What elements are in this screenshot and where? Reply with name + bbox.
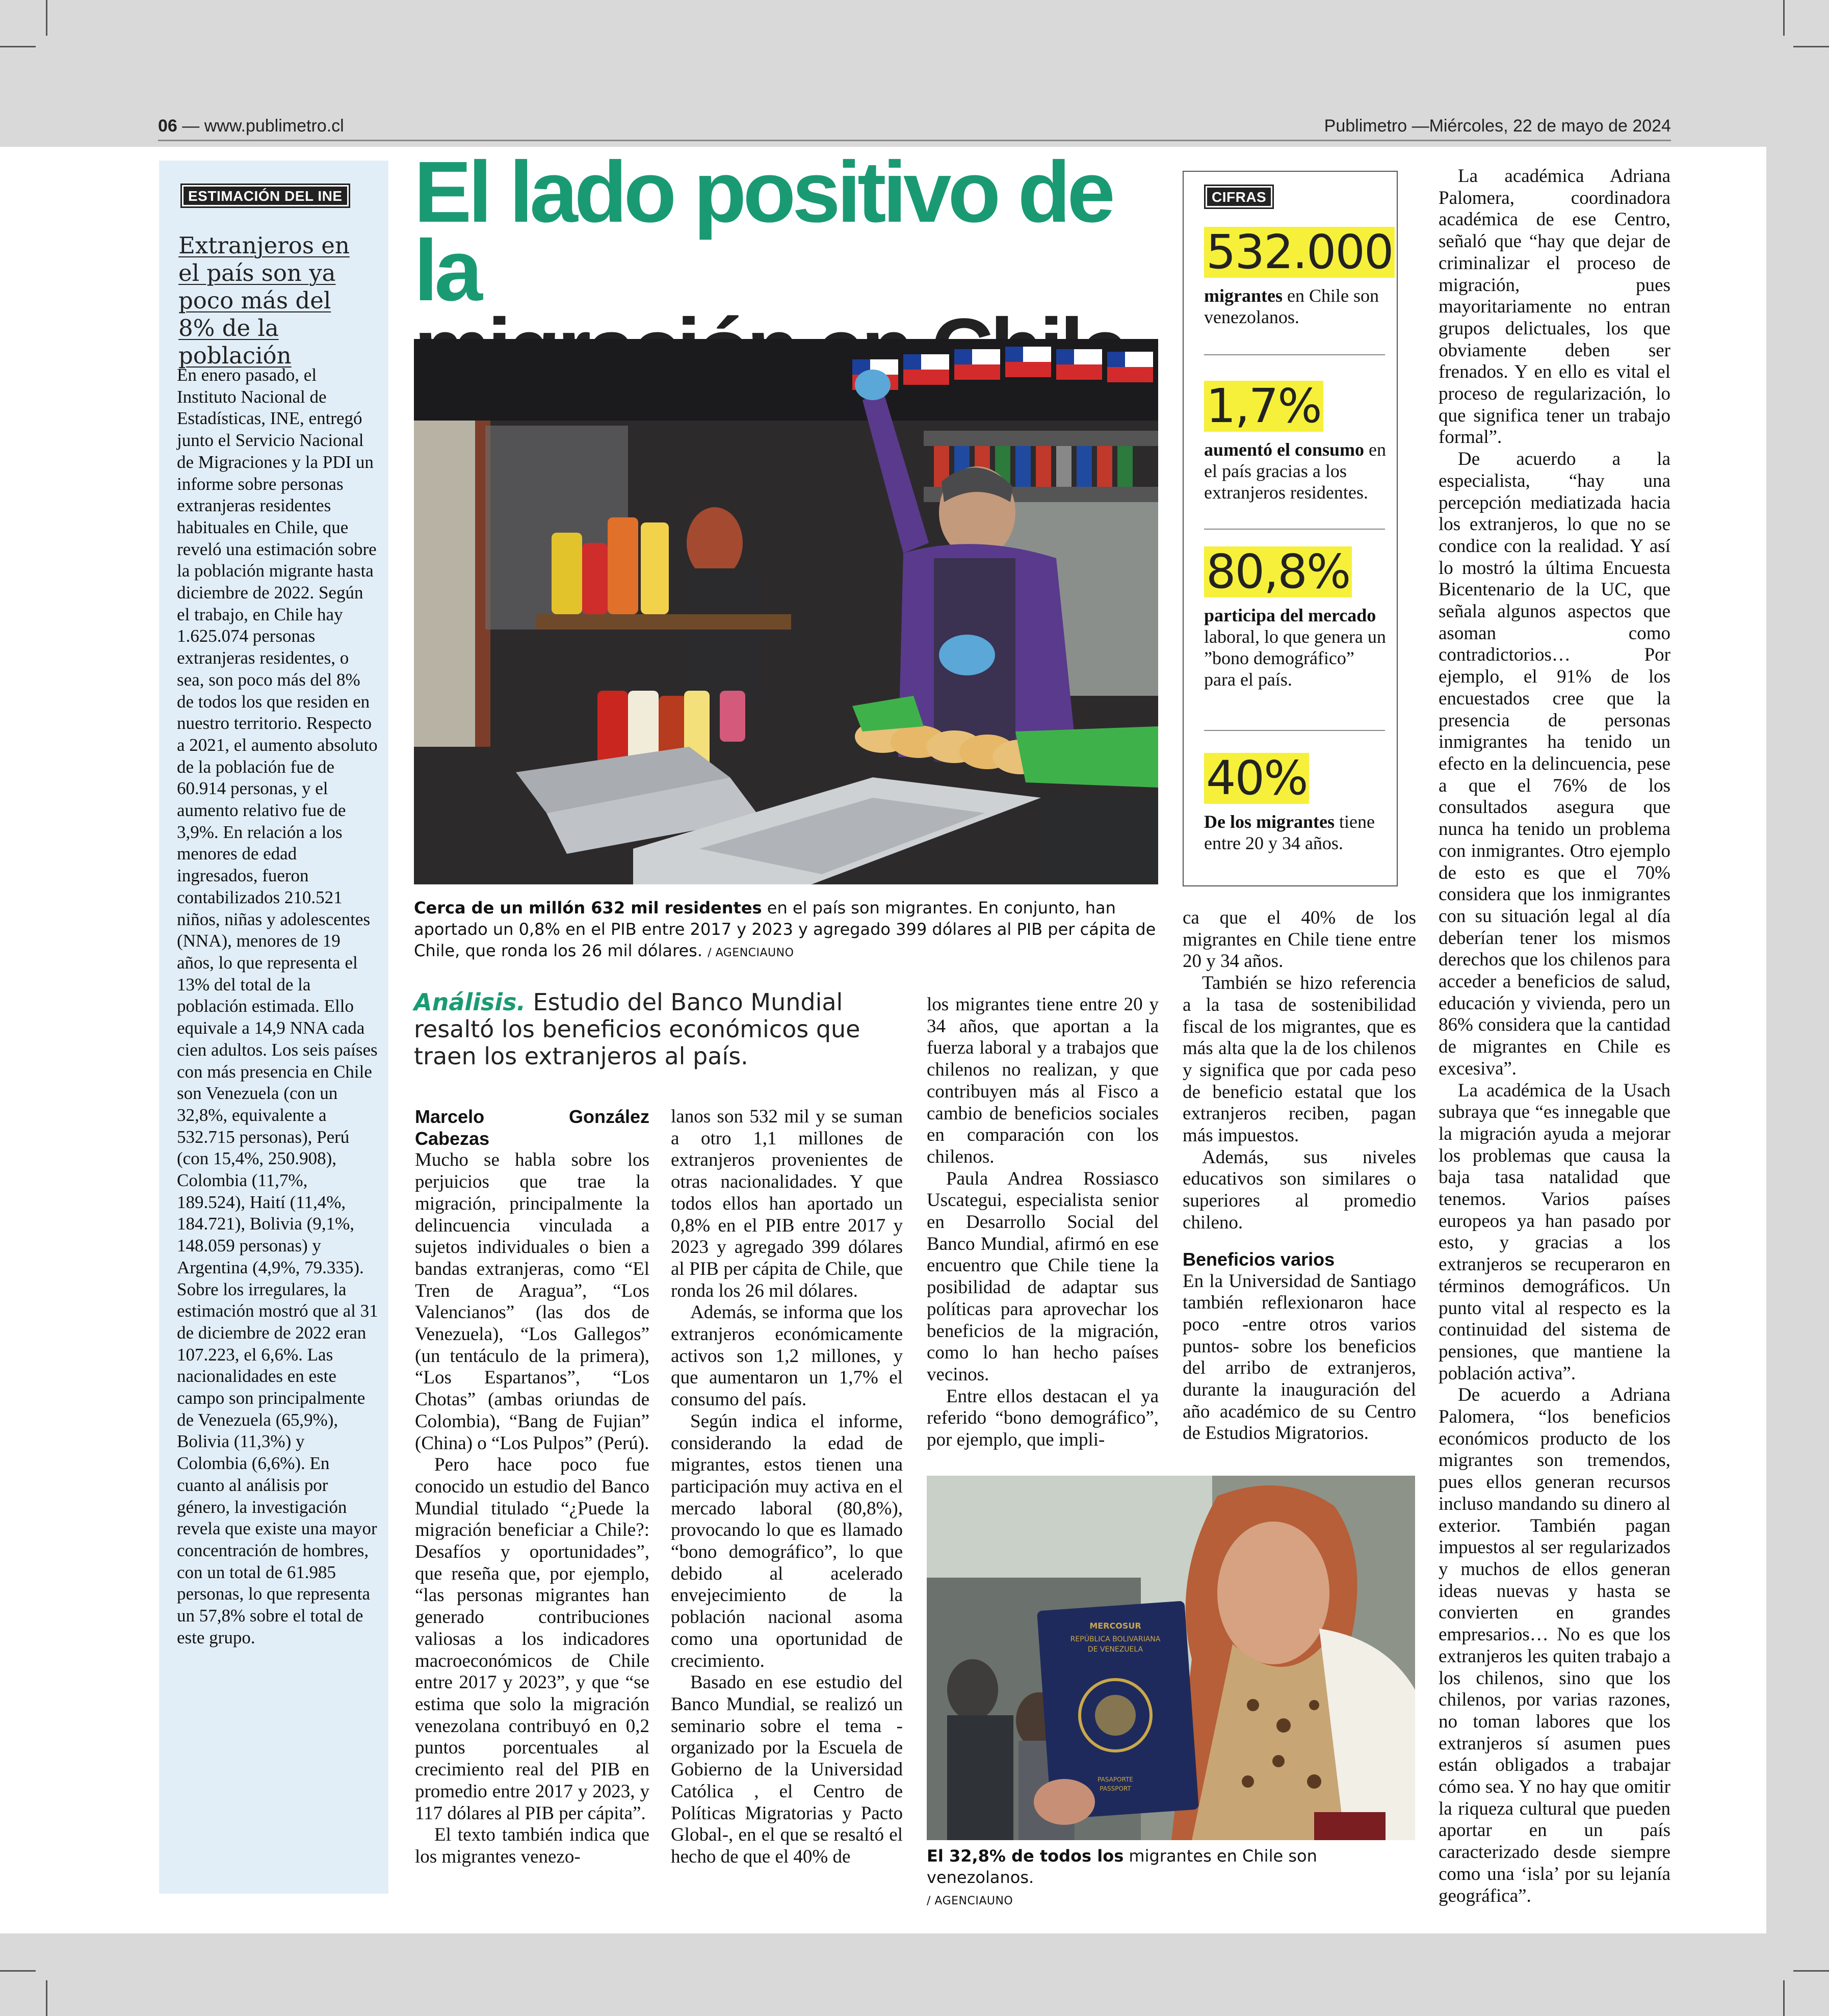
article-column-5 [1439,166,1670,1907]
sidebar-tag: ESTIMACIÓN DEL INE [180,184,350,208]
stat-description [1204,605,1388,690]
paragraph: ca que el 40% de los migrantes en Chile tiene entre 20 y 34 años. [1183,907,1416,972]
stat-item [1204,225,1393,328]
sidebar-box [159,161,388,1894]
crop-mark [0,1970,36,1972]
crop-mark [1793,46,1829,47]
sidebar-title: Extranjeros en el país son ya poco más del 8% de la población [178,232,350,369]
paragraph: En la Universidad de Santiago también reflexionaron hace poco -entre otros varios puntos- sobre los beneficios del arribo de extranjeros, durante la inauguración del año académico de su Centro de Estudios Migratorios. [1183,1270,1416,1444]
deck-label: Análisis. [414,988,526,1016]
page-header [158,116,1671,141]
website-link[interactable]: — www.publimetro.cl [182,116,344,136]
paragraph: Además, se informa que los extranjeros económicamente activos son 1,2 millones, y que aumentaron un 1,7% el consumo del país. [671,1302,903,1410]
crop-mark [1783,1980,1785,2016]
paragraph: Basado en ese estudio del Banco Mundial, se realizó un seminario sobre el tema -organizado por la Escuela de Gobierno de la Universidad Católica , el Centro de Políticas Migratorias y Pacto Global-, en el que se resaltó el hecho de que el 40% de [671,1672,903,1867]
paragraph: Pero hace poco fue conocido un estudio del Banco Mundial titulado “¿Puede la migración beneficiar a Chile?: Desafíos y oportunidades”, que reseña que, por ejemplo, “las personas migrantes han generado contribuciones valiosas a los indicadores macroeconómicos de Chile entre 2017 y 2023”, y que “se estima que solo la migración venezolana contribuyó en 0,2 puntos porcentuales al crecimiento real del PIB en promedio entre 2017 y 2023, y 117 dólares al PIB per cápita”. [415,1454,649,1824]
publication-date: Publimetro —Miércoles, 22 de mayo de 2024 [1324,116,1671,136]
subhead: Beneficios varios [1183,1248,1335,1270]
stat-description [1204,439,1388,503]
paragraph: lanos son 532 mil y se suman a otro 1,1 millones de extranjeros provenientes de otras nacionalidades. Y que todos ellos han aportado un 0,8% en el PIB entre 2017 y 2023 y agregado 399 dólares al PIB per cápita de Chile, que ronda los 26 mil dólares. [671,1106,903,1301]
stat-value: 80,8% [1204,546,1352,597]
paragraph: De acuerdo a Adriana Palomera, “los beneficios económicos producto de los migrantes son tremendos, pues ellos generan recursos incluso mandando su dinero al exterior. También pagan impuestos al ser regularizados y muchos de ellos generan ideas nuevas y hasta se convierten en grandes empresarios… No es que los extranjeros les quiten trabajo a los chilenos, sino que los chilenos, por varias razones, no toman labores que los extranjeros sí asumen pues están obligados a trabajar cómo sea. Y no hay que omitir la riqueza cultural que pueden aportar en un país caracterizado desde siempre como una ‘isla’ por su lejanía geográfica”. [1439,1384,1670,1906]
main-photo-caption [414,897,1161,964]
caption-bold: Cerca de un millón 632 mil residentes [414,898,762,918]
crop-mark [1793,1970,1829,1972]
headline-line-1: El lado positivo de la [414,144,1112,319]
cifras-box [1183,171,1398,886]
paragraph: De acuerdo a la especialista, “hay una percepción mediatizada hacia los extranjeros, lo que no se condice con la realidad. Y así lo mostró la última Encuesta Bicentenario de la UC, que señala algunos aspectos que asoman como contradictorios… Por ejemplo, el 91% de los encuestados cree que la presencia de personas inmigrantes ha tenido un efecto en la delincuencia, pese a que el 76% de los consultados asegura que nunca ha tenido un problema con inmigrantes. Otro ejemplo de esto es que el 70% considera que los inmigrantes con su situación legal al día deberían tener los mismos derechos que los chilenos para acceder a beneficios de salud, educación y vivienda, pero un 86% considera que la cantidad de migrantes en Chile es excesiva”. [1439,449,1670,1079]
stat-bold: De los migrantes [1204,811,1335,832]
stat-text: laboral, lo que genera un ”bono demográfico” para el país. [1204,626,1386,690]
paragraph: Paula Andrea Rossiasco Uscategui, especialista senior en Desarrollo Social del Banco Mundial, afirmó en ese encuentro que Chile tiene la posibilidad de adaptar sus políticas para aprovechar los beneficios de la migración, como lo han hecho países vecinos. [927,1168,1159,1385]
paragraph: Mucho se habla sobre los perjuicios que trae la migración, principalmente la delincuencia vinculada a sujetos individuales o bien a bandas extranjeras, como “El Tren de Aragua”, “Los Valencianos” (las dos de Venezuela), “Los Gallegos” (un tentáculo de la primera), “Los Espartanos”, “Los Chotas” (ambas oriundas de Colombia), “Bang de Fujian” (China) o “Los Pulpos” (Perú). [415,1149,649,1454]
divider [1204,730,1385,731]
paragraph: los migrantes tiene entre 20 y 34 años, que aportan a la fuerza laboral y a trabajos que chilenos no realizan, y que contribuyen más al Fisco a cambio de beneficios sociales en comparación con los chilenos. [927,994,1159,1167]
passport-text-venezuela: DE VENEZUELA [1087,1645,1143,1654]
page-header-left [158,116,344,136]
passport-text-pasaporte: PASAPORTE [1098,1776,1133,1783]
stat-item [1204,546,1388,690]
passport-photo-illustration [927,1476,1415,1840]
paragraph: Además, sus niveles educativos son similares o superiores al promedio chileno. [1183,1146,1416,1233]
stat-description [1204,811,1388,854]
stat-item [1204,381,1388,503]
paragraph: La académica Adriana Palomera, coordinadora académica de ese Centro, señaló que “hay que dejar de criminalizar el proceso de migración, pues mayoritariamente no entran grupos delictuales, los que obviamente deben ser frenados. Y en ello es vital el proceso de regularización, lo que significa tener un trabajo formal”. [1439,166,1670,448]
article-column-3 [927,994,1159,1451]
article-column-1 [415,1106,649,1868]
divider [1204,529,1385,530]
passport-photo-caption [927,1845,1416,1912]
cifras-tag: CIFRAS [1204,185,1274,209]
passport-text-republica: REPÚBLICA BOLIVARIANA [1070,1635,1161,1643]
passport-text-mercosur: MERCOSUR [1089,1621,1141,1631]
page-number: 06 [158,116,177,136]
sidebar-body [177,364,378,1648]
crop-mark [1783,0,1785,36]
deck-text: Estudio del Banco Mundial resaltó los beneficios económicos que traen los extranjeros al país. [414,988,860,1070]
crop-mark [46,0,47,36]
food-stand-photo-illustration [414,339,1158,884]
caption-text: migrantes en Chile son venezolanos. [927,1846,1317,1887]
stat-text: tiene entre 20 y 34 años. [1204,811,1375,853]
paragraph: El texto también indica que los migrantes venezo- [415,1824,649,1867]
stat-value: 40% [1204,753,1309,804]
stat-text: en el país gracias a los extranjeros residentes. [1204,439,1386,503]
article-deck [414,989,898,1070]
paragraph: También se hizo referencia a la tasa de sostenibilidad fiscal de los migrantes, que es más alta que la de los chilenos y significa que por cada peso de beneficio estatal que los extranjeros reciben, pagan más impuestos. [1183,973,1416,1146]
caption-text: en el país son migrantes. En conjunto, han aportado un 0,8% en el PIB entre 2017 y 2023 y agregado 399 dólares al PIB per cápita de Chile, que ronda los 26 mil dólares. [414,898,1156,960]
crop-mark [0,46,36,47]
crop-mark [46,1980,47,2016]
divider [1204,354,1385,355]
stat-value: 532.000 [1204,227,1395,278]
caption-bold: El 32,8% de todos los [927,1846,1124,1866]
stat-bold: migrantes [1204,285,1283,306]
stat-description [1204,285,1388,328]
stat-value: 1,7% [1204,381,1323,432]
sidebar-text: En enero pasado, el Instituto Nacional de Estadísticas, INE, entregó junto el Servicio Nacional de Migraciones y la PDI un informe sobre personas extranjeras residentes habituales en Chile, que reveló una estimación sobre la población migrante hasta diciembre de 2022. Según el trabajo, en Chile hay 1.625.074 personas extranjeras residentes, o sea, son poco más del 8% de todos los que residen en nuestro territorio. Respecto a 2021, el aumento absoluto de la población fue de 60.914 personas, y el aumento relativo fue de 3,9%. En relación a los menores de edad ingresados, fueron contabilizados 210.521 niños, niñas y adolescentes (NNA), menores de 19 años, lo que representa el 13% del total de la población estimada. Ello equivale a 14,9 NNA cada cien adultos. Los seis países con más presencia en Chile son Venezuela (con un 32,8%, equivalente a 532.715 personas), Perú (con 15,4%, 250.908), Colombia (11,7%, 189.524), Haití (11,4%, 184.721), Bolivia (9,1%, 148.059 personas) y Argentina (4,9%, 79.335). Sobre los irregulares, la estimación mostró que al 31 de diciembre de 2022 eran 107.223, el 6,6%. Las nacionalidades en este campo son principalmente de Venezuela (65,9%), Bolivia (11,3%) y Colombia (6,6%). En cuanto al análisis por género, la investigación revela que existe una mayor concentración de hombres, con un total de 61.985 personas, lo que representa un 57,8% sobre el total de este grupo. [177,365,378,1647]
photo-credit: / AGENCIAUNO [927,1895,1013,1907]
passport-photo [927,1476,1415,1840]
stat-bold: participa del mercado [1204,605,1376,625]
article-column-4 [1183,907,1416,1445]
stat-text: en Chile son venezolanos. [1204,285,1379,327]
stat-item [1204,753,1388,854]
paragraph: La académica de la Usach subraya que “es innegable que la migración ayuda a mejorar los problemas que causa la baja tasa natalidad que tenemos. Varios países europeos ya han pasado por esto, y gracias a los extranjeros se recuperaron en términos demográficos. Un punto vital al respecto es la continuidad del sistema de pensiones, que mantiene la población activa”. [1439,1080,1670,1384]
main-photo [414,339,1158,884]
paragraph: Según indica el informe, considerando la edad de migrantes, estos tienen una participación muy activa en el mercado laboral (80,8%), provocando lo que es llamado “bono demográfico”, lo que debido al acelerado envejecimiento de la población nacional asoma como una oportunidad de crecimiento. [671,1410,903,1671]
stat-bold: aumentó el consumo [1204,439,1364,460]
paragraph: Entre ellos destacan el ya referido “bono demográfico”, por ejemplo, que impli- [927,1385,1159,1451]
passport-text-passport: PASSPORT [1100,1785,1131,1792]
byline: Marcelo González Cabezas [415,1106,649,1149]
photo-credit: / AGENCIAUNO [708,947,794,959]
article-column-2 [671,1106,903,1868]
